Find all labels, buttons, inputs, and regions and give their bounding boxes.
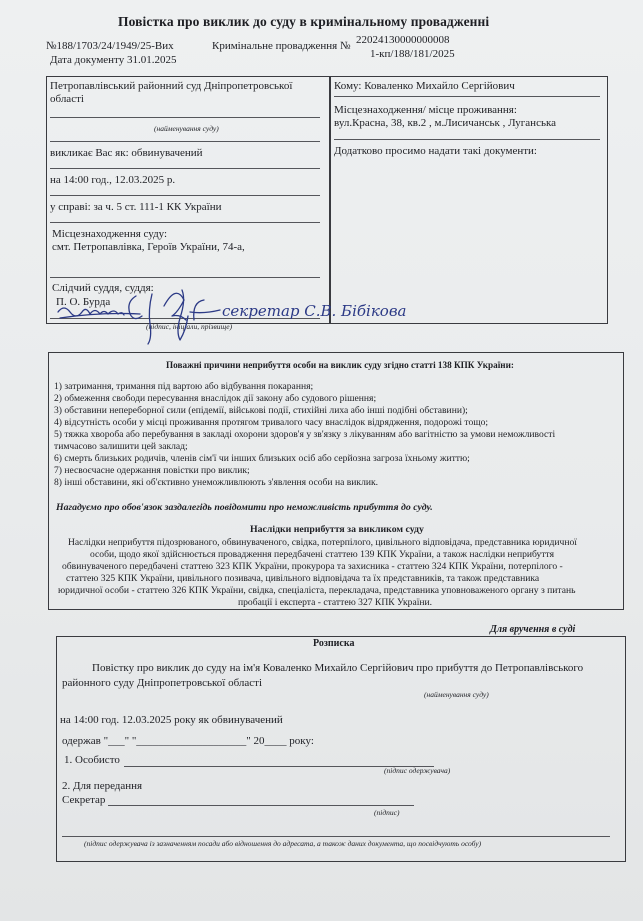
personally-label: 1. Особисто	[64, 754, 120, 766]
reason-item: 7) несвоєчасне одержання повістки про виклик;	[54, 465, 250, 476]
receipt-line2: районного суду Дніпропетровської області	[62, 677, 263, 689]
residence-value: вул.Красна, 38, кв.2 , м.Лисичанськ , Луганська	[334, 117, 557, 129]
consequences-line: особи, щодо якої здійснюється провадження передбачені статтею 139 КПК України, а також наслідки неприбуття	[90, 549, 554, 560]
consequences-line: Наслідки неприбуття підозрюваного, обвинуваченого, свідка, потерпілого, цивільного відповідача, представника юридичної	[68, 537, 577, 548]
secretary-label: Секретар	[62, 794, 106, 806]
court-name-line1: Петропавлівський районний суд Дніпропетровської	[50, 80, 293, 92]
reminder-text: Нагадуємо про обов'язок заздалегідь повідомити про неможливість прибуття до суду.	[56, 502, 433, 513]
separator-line	[334, 96, 600, 97]
court-name-line2: області	[50, 93, 84, 105]
secretary-sign-caption: (підпис)	[374, 808, 400, 817]
reason-item: 6) смерть близьких родичів, членів сім'ї чи інших близьких осіб або серйозна загроза їхньому життю;	[54, 453, 470, 464]
signature-caption: (підпис, ініціали, прізвище)	[146, 322, 233, 331]
consequences-line: статтею 325 КПК України, цивільного позивача, цивільного відповідача та їх представників, та також представника	[66, 573, 540, 584]
reason-item: 4) відсутність особи у місці проживання протягом тривалого часу внаслідок відрядження, подорожі тощо;	[54, 417, 489, 428]
handwritten-signature	[54, 282, 407, 346]
receipt-court-caption: (найменування суду)	[424, 690, 489, 699]
judge-label: Слідчий суддя, суддя:	[52, 282, 154, 294]
judge-name: П. О. Бурда	[56, 296, 111, 308]
residence-label: Місцезнаходження/ місце проживання:	[334, 104, 517, 116]
recipient-sign-caption: (підпис одержувача)	[384, 766, 451, 775]
document-title: Повістка про виклик до суду в кримінальному провадженні	[118, 14, 490, 29]
receipt-title: Розписка	[313, 638, 355, 649]
court-location-label: Місцезнаходження суду:	[52, 228, 168, 240]
separator-line	[50, 195, 320, 196]
consequences-heading: Наслідки неприбуття за викликом суду	[250, 524, 424, 535]
document-date: Дата документу 31.01.2025	[50, 54, 177, 66]
recipient-name: Кому: Коваленко Михайло Сергійович	[334, 80, 515, 92]
case-reference: 1-кп/188/181/2025	[370, 48, 455, 60]
received-date: одержав "___" "____________________" 20____ року:	[62, 735, 314, 747]
called-as: викликає Вас як: обвинувачений	[50, 147, 203, 159]
reason-item: 5) тяжка хвороба або перебування в закладі охорони здоров'я у зв'язку з лікуванням або вагітністю за умови неможливості	[54, 429, 556, 440]
consequences-line: обвинуваченого передбачені статтею 323 КПК України, прокурора та захисника - статтею 324 КПК України, потерпілого -	[62, 561, 563, 572]
for-transfer-label: 2. Для передання	[62, 780, 143, 792]
signature-text: секретар С.В. Бібікова	[222, 302, 407, 320]
extra-documents: Додатково просимо надати такі документи:	[334, 145, 537, 157]
case-label: Кримінальне провадження №	[212, 40, 351, 52]
separator-line	[50, 222, 320, 223]
bottom-caption: (підпис одержувача із зазначенням посади або відношення до адресата, а також даних документа, що посвідчують особу)	[84, 839, 482, 848]
court-location-value: смт. Петропавлівка, Героїв України, 74-а,	[52, 241, 245, 253]
separator-line	[334, 139, 600, 140]
reason-item: 3) обставини непереборної сили (епідемії, військові події, стихійні лиха або інші подібні обставини);	[54, 405, 468, 416]
reason-item: 2) обмеження свободи пересування внаслідок дії закону або судового рішення;	[54, 393, 377, 404]
separator-line	[50, 277, 320, 278]
receipt-line3: на 14:00 год. 12.03.2025 року як обвинувачений	[60, 714, 283, 726]
court-name-caption: (найменування суду)	[154, 124, 219, 133]
consequences-line: юридичної особи - статтею 326 КПК України, свідка, спеціаліста, перекладача, представника уповноваженого органу з питань	[58, 585, 576, 596]
reasons-heading: Поважні причини неприбуття особи на виклик суду згідно статті 138 КПК України:	[166, 360, 514, 370]
for-delivery-label: Для вручення в суді	[490, 624, 576, 635]
separator-line	[50, 141, 320, 142]
reason-item: 8) інші обставини, які об'єктивно унеможливлюють з'явлення особи на виклик.	[54, 477, 379, 488]
bottom-signature-line	[62, 836, 610, 837]
separator-line	[50, 168, 320, 169]
case-number: 22024130000000008	[356, 34, 450, 46]
consequences-line: пробації і експерта - статтею 327 КПК України.	[238, 597, 433, 608]
reason-item: 1) затримання, тримання під вартою або відбування покарання;	[54, 381, 314, 392]
appearance-time: на 14:00 год., 12.03.2025 р.	[50, 174, 176, 186]
document-number: №188/1703/24/1949/25-Вих	[46, 40, 174, 52]
secretary-signature-line	[108, 805, 414, 806]
receipt-line1: Повістку про виклик до суду на ім'я Коваленко Михайло Сергійович про прибуття до Петропавлівського	[92, 662, 584, 674]
case-article: у справі: за ч. 5 ст. 111-1 КК України	[50, 201, 222, 213]
reason-item: тимчасово залишити цей заклад;	[54, 441, 188, 452]
court-name-underline	[50, 117, 320, 118]
